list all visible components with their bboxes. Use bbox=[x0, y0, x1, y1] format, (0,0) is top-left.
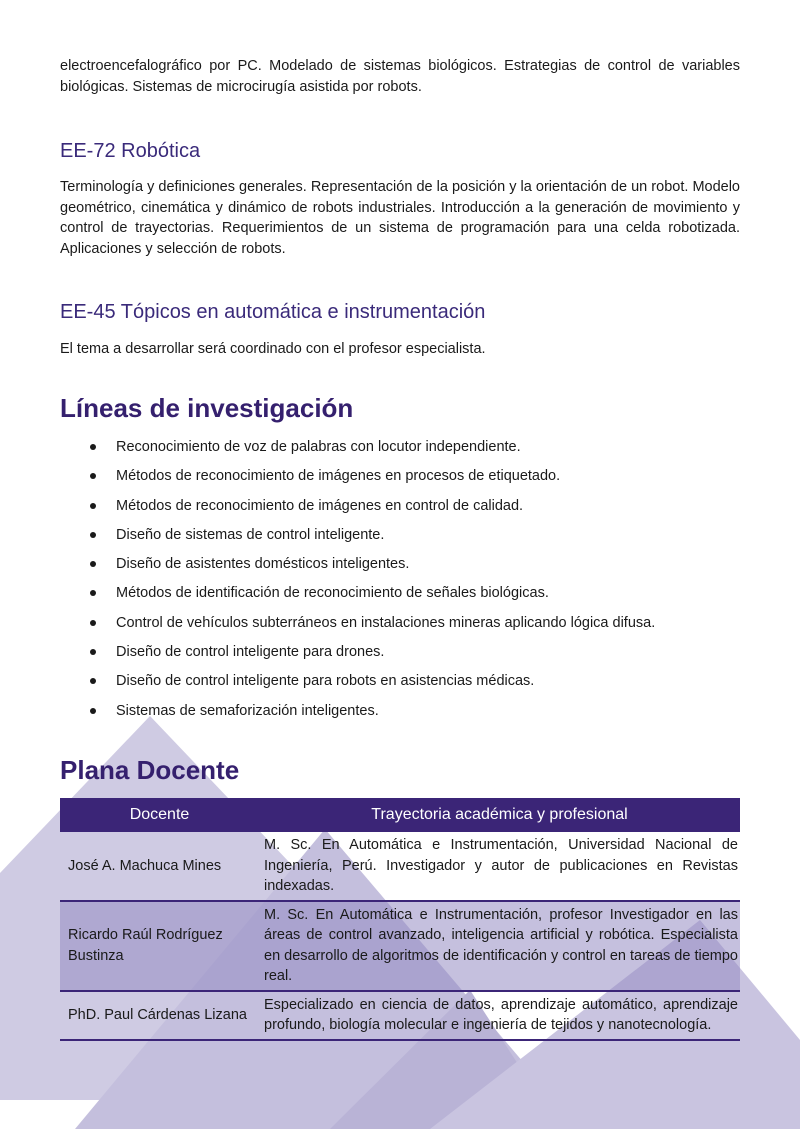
list-item bbox=[60, 494, 740, 523]
list-item bbox=[60, 435, 740, 464]
research-lines-list bbox=[60, 435, 740, 728]
course-description-ee72: Terminología y definiciones generales. Representación de la posición y la orientación de un robot. Modelo geométrico, cinemática y dinámico de robots industriales. Introducción a la generación de movimiento y control de trayectorias. Requerimientos de un sistema de programación para una celda robotizada. Aplicaciones y selección de robots. bbox=[60, 179, 740, 257]
trayectoria-cell: M. Sc. En Automática e Instrumentación, Universidad Nacional de Ingeniería, Perú. Investigador y autor de publicaciones en Revistas indexadas. bbox=[264, 837, 738, 894]
bullet-icon bbox=[90, 473, 96, 479]
list-item-text: Métodos de reconocimiento de imágenes en procesos de etiquetado. bbox=[116, 468, 561, 485]
list-item-text: Control de vehículos subterráneos en instalaciones mineras aplicando lógica difusa. bbox=[116, 614, 656, 631]
section-title-plana: Plana Docente bbox=[60, 755, 240, 785]
column-header-trayectoria: Trayectoria académica y profesional bbox=[259, 798, 740, 832]
trayectoria-cell: Especializado en ciencia de datos, aprendizaje automático, aprendizaje profundo, biología molecular e ingeniería de tejidos y nanotecnología. bbox=[264, 996, 738, 1033]
list-item bbox=[60, 611, 740, 640]
list-item-text: Reconocimiento de voz de palabras con locutor independiente. bbox=[116, 439, 521, 455]
list-item bbox=[60, 581, 740, 610]
list-item bbox=[60, 640, 740, 669]
bullet-icon bbox=[90, 561, 96, 567]
list-item-text: Diseño de asistentes domésticos inteligentes. bbox=[116, 556, 410, 573]
table-row bbox=[60, 832, 740, 901]
section-title-lineas: Líneas de investigación bbox=[60, 393, 354, 423]
bullet-icon bbox=[90, 503, 96, 509]
table-row bbox=[60, 991, 740, 1040]
table-header-row bbox=[60, 798, 740, 832]
bullet-icon bbox=[90, 444, 96, 450]
list-item bbox=[60, 669, 740, 698]
bullet-icon bbox=[90, 620, 96, 626]
list-item bbox=[60, 699, 740, 728]
docente-cell: PhD. Paul Cárdenas Lizana bbox=[68, 1006, 247, 1023]
list-item-text: Métodos de reconocimiento de imágenes en control de calidad. bbox=[116, 497, 524, 514]
list-item-text: Sistemas de semaforización inteligentes. bbox=[116, 702, 379, 719]
list-item-text: Diseño de control inteligente para drones. bbox=[116, 644, 385, 661]
list-item-text: Métodos de identificación de reconocimiento de señales biológicas. bbox=[116, 585, 549, 602]
course-title-ee72: EE-72 Robótica bbox=[60, 140, 201, 162]
bullet-icon bbox=[90, 649, 96, 655]
list-item-text: Diseño de control inteligente para robots en asistencias médicas. bbox=[116, 673, 535, 690]
trayectoria-cell: M. Sc. En Automática e Instrumentación, profesor Investigador en las áreas de control avanzado, inteligencia artificial y robótica. Especialista en desarrollo de algoritmos de identificación y control en tareas de tiempo real. bbox=[259, 901, 740, 991]
docente-cell: Ricardo Raúl Rodríguez Bustinza bbox=[60, 901, 259, 991]
faculty-table bbox=[60, 798, 740, 1041]
list-item-text: Diseño de sistemas de control inteligente. bbox=[116, 526, 385, 543]
list-item bbox=[60, 552, 740, 581]
docente-cell: José A. Machuca Mines bbox=[68, 857, 222, 874]
table-row bbox=[60, 901, 740, 991]
list-item bbox=[60, 464, 740, 493]
bullet-icon bbox=[90, 708, 96, 714]
intro-paragraph: electroencefalográfico por PC. Modelado de sistemas biológicos. Estrategias de control de variables biológicas. Sistemas de microcirugía asistida por robots. bbox=[60, 58, 740, 95]
bullet-icon bbox=[90, 532, 96, 538]
list-item bbox=[60, 523, 740, 552]
course-description-ee45: El tema a desarrollar será coordinado con el profesor especialista. bbox=[60, 341, 486, 357]
column-header-docente: Docente bbox=[60, 798, 259, 832]
bullet-icon bbox=[90, 590, 96, 596]
course-title-ee45: EE-45 Tópicos en automática e instrumentación bbox=[60, 301, 486, 323]
bullet-icon bbox=[90, 678, 96, 684]
